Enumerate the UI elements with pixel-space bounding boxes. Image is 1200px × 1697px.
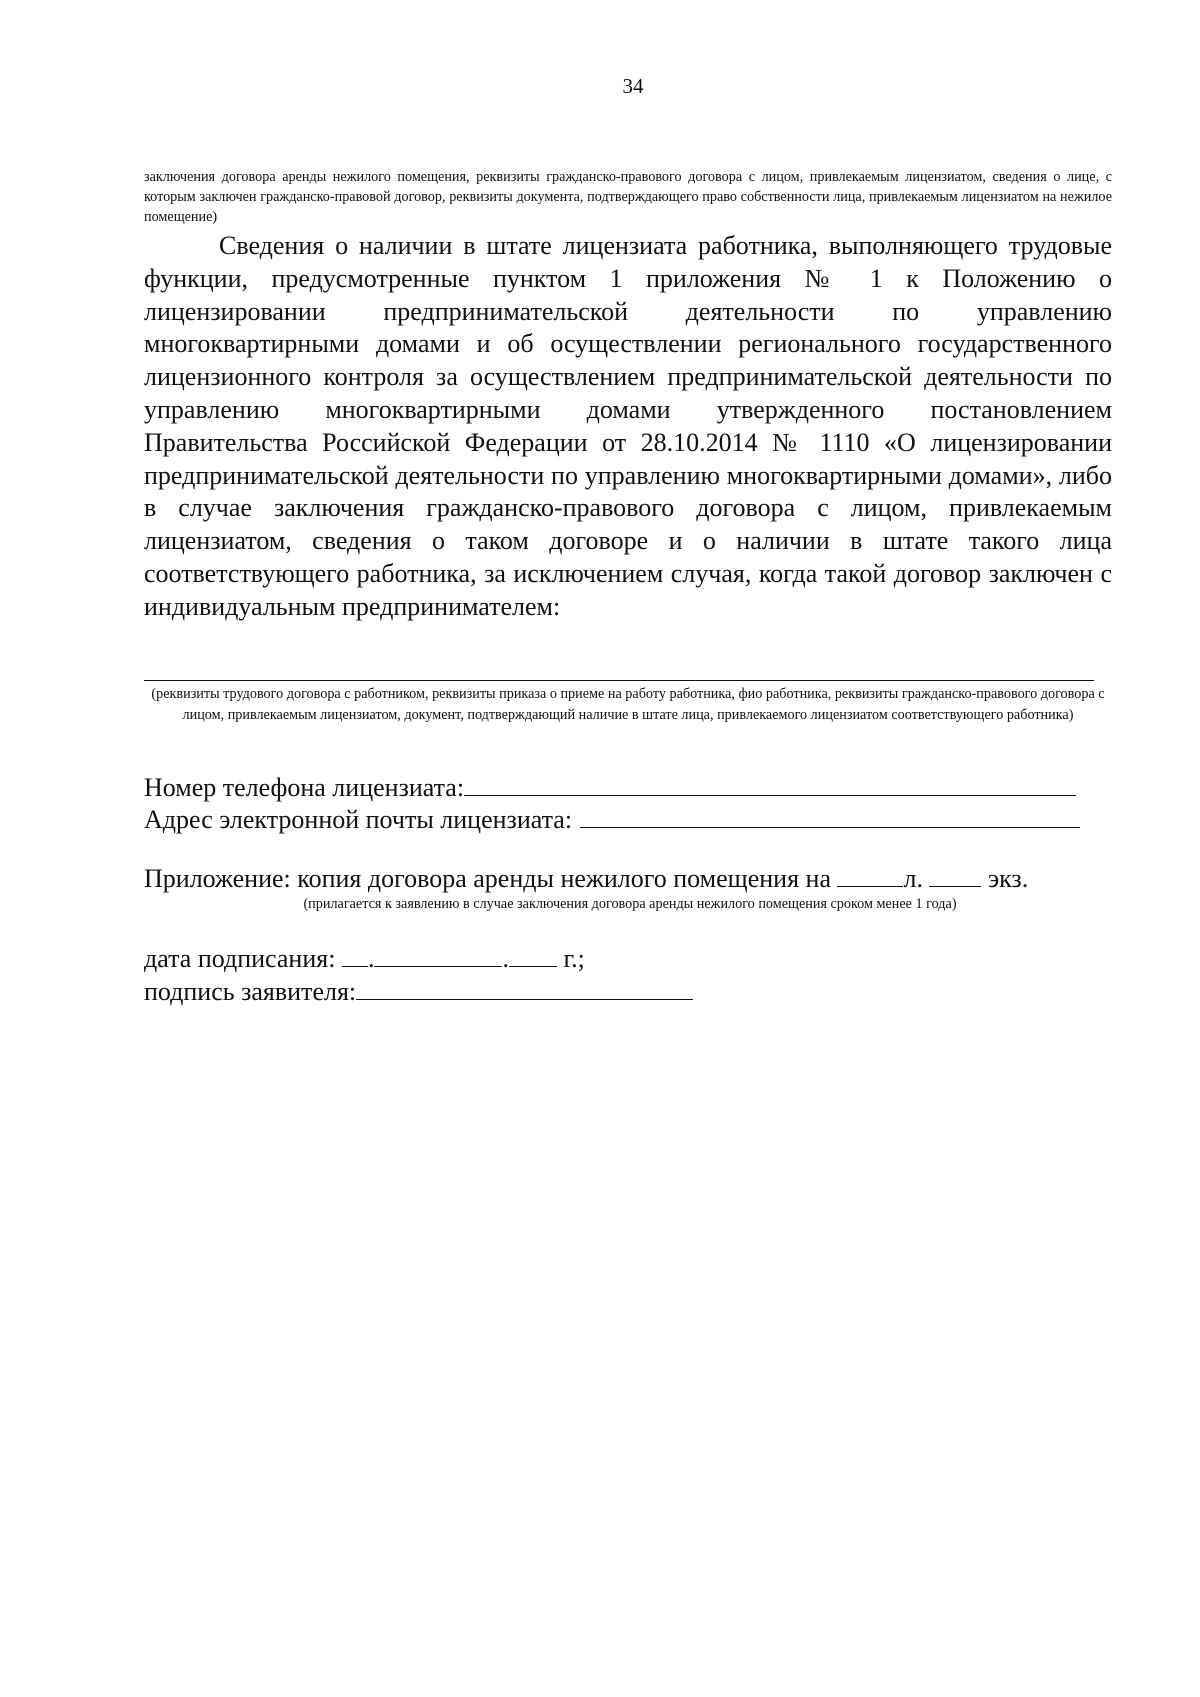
employee-details-caption: (реквизиты трудового договора с работником, реквизиты приказа о приеме на работу работника, фио работника, реквизиты гражданско-правового договора с лицом, привлекаемым лицензиатом, документ, подтверждающий наличие в штате лица, привлекаемого лицензиатом соответствующего работника) [151,686,1105,723]
email-field [144,804,1080,836]
employee-details-line[interactable] [144,680,1094,681]
date-separator-1: . [367,944,375,973]
phone-input-line[interactable] [464,773,1076,796]
email-label: Адрес электронной почты лицензиата: [144,805,573,834]
signing-month-input-line[interactable] [374,944,502,967]
signing-year-input-line[interactable] [509,944,557,967]
page-number: 34 [622,74,644,98]
main-paragraph: Сведения о наличии в штате лицензиата работника, выполняющего трудовые функции, предусмотренные пунктом 1 приложения № 1 к Положению о лицензировании предпринимательской деятельности по управлению многоквартирными домами и об осуществлении регионального государственного лицензионного контроля за осуществлением предпринимательской деятельности по управлению многоквартирными домами утвержденного постановлением Правительства Российской Федерации от 28.10.2014 № 1110 «О лицензировании предпринимательской деятельности по управлению многоквартирными домами», либо в случае заключения гражданско-правового договора с лицом, привлекаемым лицензиатом, сведения о таком договоре и о наличии в штате такого лица соответствующего работника, за исключением случая, когда такой договор заключен с индивидуальным предпринимателем: [144,231,1112,621]
attachment-copies-suffix: экз. [987,864,1029,893]
signing-date-label: дата подписания: [144,944,336,973]
attachment-field [144,863,1028,895]
attachment-copies-input-line[interactable] [929,864,981,887]
attachment-note: (прилагается к заявлению в случае заключения договора аренды нежилого помещения сроком менее 1 года) [303,896,957,912]
attachment-sheets-suffix: л. [903,864,923,893]
date-separator-2: . [502,944,509,973]
signing-date-field [144,943,585,975]
attachment-label: Приложение: копия договора аренды нежилого помещения на [144,864,831,893]
phone-label: Номер телефона лицензиата: [144,773,465,802]
signature-input-line[interactable] [356,977,693,1000]
phone-field [144,772,1076,804]
email-input-line[interactable] [580,805,1080,828]
year-suffix: г.; [563,944,585,973]
top-note: заключения договора аренды нежилого помещения, реквизиты гражданско-правового договора с лицом, привлекаемым лицензиатом, сведения о лице, с которым заключен гражданско-правовой договор, реквизиты документа, подтверждающего право собственности лица, привлекаемым лицензиатом на нежилое помещение) [144,169,1112,225]
signing-day-input-line[interactable] [342,944,368,967]
signature-field [144,976,693,1008]
signature-label: подпись заявителя: [144,977,357,1006]
attachment-sheets-input-line[interactable] [837,864,903,887]
